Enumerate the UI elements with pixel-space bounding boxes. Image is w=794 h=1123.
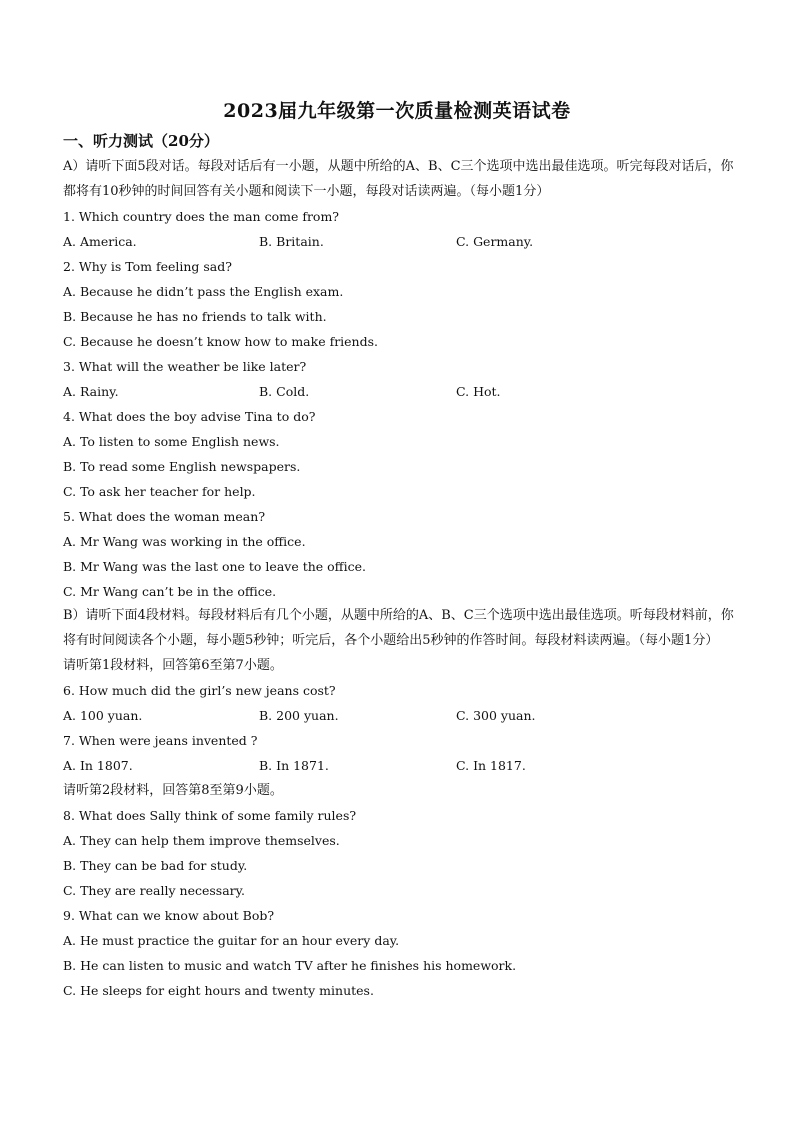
option-a: A. Because he didn’t pass the English exam. [63, 284, 344, 299]
option-c: C. To ask her teacher for help. [63, 484, 256, 499]
option-c: C. Because he doesn’t know how to make friends. [63, 334, 379, 349]
question-options [63, 753, 738, 778]
option-a: A. Mr Wang was working in the office. [63, 534, 306, 549]
option-b: B. To read some English newspapers. [63, 459, 301, 474]
option-a: A. He must practice the guitar for an hour every day. [63, 933, 400, 948]
option-c: C. Germany. [456, 234, 534, 249]
option-b: B. He can listen to music and watch TV after he finishes his homework. [63, 958, 517, 973]
option-b: B. 200 yuan. [259, 708, 339, 723]
exam-body [63, 155, 738, 1003]
option-a: A. To listen to some English news. [63, 434, 280, 449]
exam-title: 2023届九年级第一次质量检测英语试卷 [223, 100, 571, 122]
option-a: A. Rainy. [63, 384, 119, 399]
option-b: B. Cold. [259, 384, 310, 399]
question-options [63, 703, 738, 728]
option-b: B. Because he has no friends to talk with. [63, 309, 327, 324]
question-stem: 6. How much did the girl’s new jeans cost? [63, 683, 336, 698]
option-c: C. 300 yuan. [456, 708, 536, 723]
option-b: B. In 1871. [259, 758, 329, 773]
option-a: A. America. [63, 234, 137, 249]
question-stem: 1. Which country does the man come from? [63, 209, 340, 224]
question-stem: 5. What does the woman mean? [63, 509, 266, 524]
option-b: B. Mr Wang was the last one to leave the office. [63, 559, 366, 574]
question-stem: 7. When were jeans invented ? [63, 733, 258, 748]
material-2-heading: 请听第2段材料，回答第8至第9小题。 [63, 783, 283, 798]
section-heading-listening: 一、听力测试（20分） [63, 132, 219, 150]
option-c: C. In 1817. [456, 758, 526, 773]
option-c: C. He sleeps for eight hours and twenty minutes. [63, 983, 374, 998]
option-b: B. Britain. [259, 234, 324, 249]
question-options [63, 229, 738, 254]
part-b-instructions: B）请听下面4段材料。每段材料后有几个小题，从题中所给的A、B、C三个选项中选出最佳选项。听每段材料前，你将有时间阅读各个小题，每小题5秒钟；听完后，各个小题给出5秒钟的作答时间。每段材料读两遍。（每小题1分） [63, 608, 734, 648]
question-stem: 4. What does the boy advise Tina to do? [63, 409, 316, 424]
material-1-heading: 请听第1段材料，回答第6至第7小题。 [63, 658, 283, 673]
option-b: B. They can be bad for study. [63, 858, 248, 873]
part-a-instructions: A）请听下面5段对话。每段对话后有一小题，从题中所给的A、B、C三个选项中选出最佳选项。听完每段对话后，你都将有10秒钟的时间回答有关小题和阅读下一小题，每段对话读两遍。（每小题1分） [63, 159, 734, 199]
option-c: C. They are really necessary. [63, 883, 246, 898]
question-stem: 3. What will the weather be like later? [63, 359, 307, 374]
option-c: C. Hot. [456, 384, 501, 399]
option-a: A. 100 yuan. [63, 708, 143, 723]
option-a: A. They can help them improve themselves. [63, 833, 340, 848]
option-c: C. Mr Wang can’t be in the office. [63, 584, 277, 599]
question-stem: 2. Why is Tom feeling sad? [63, 259, 232, 274]
question-stem: 9. What can we know about Bob? [63, 908, 275, 923]
question-options [63, 379, 738, 404]
option-a: A. In 1807. [63, 758, 133, 773]
question-stem: 8. What does Sally think of some family rules? [63, 808, 357, 823]
